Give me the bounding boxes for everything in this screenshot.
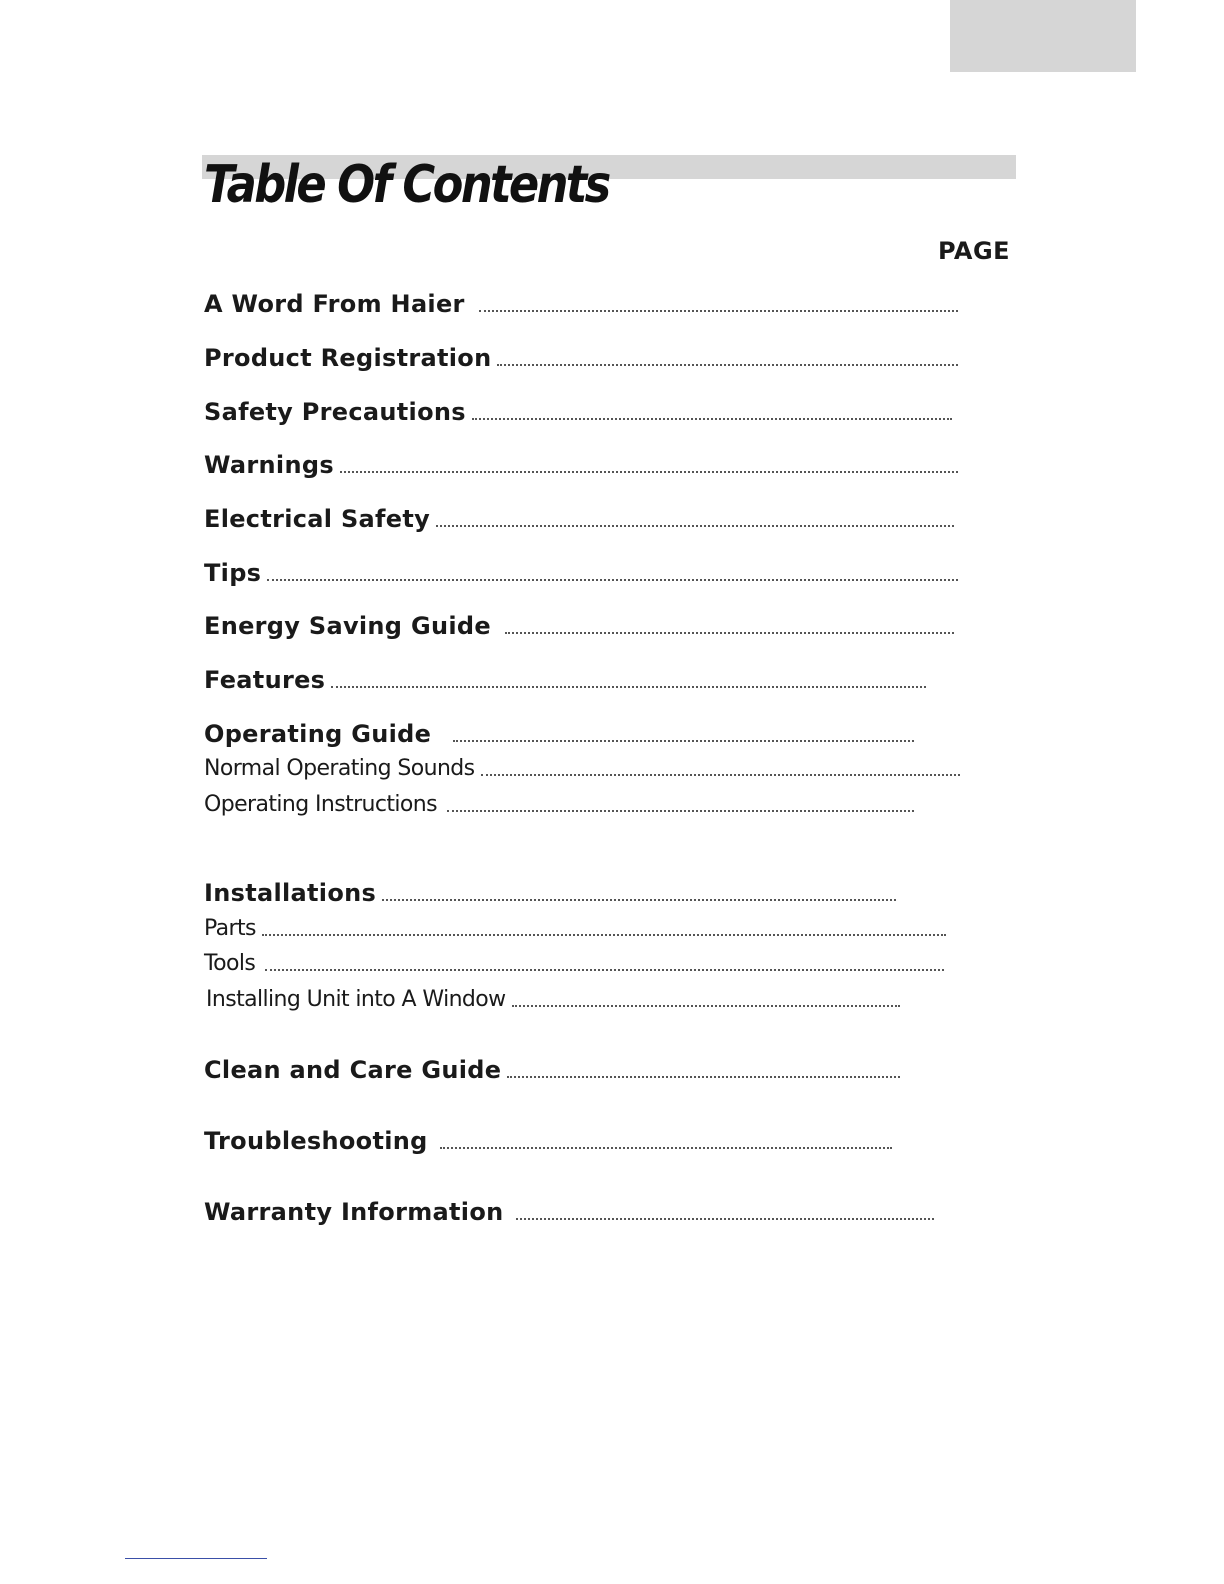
toc-entry-normal-operating-sounds[interactable] bbox=[204, 754, 960, 784]
leader-dots bbox=[516, 1217, 935, 1220]
leader-dots bbox=[262, 933, 946, 936]
leader-dots bbox=[382, 898, 896, 901]
leader-dots bbox=[265, 968, 944, 971]
toc-entry-label: Operating Guide bbox=[204, 720, 432, 748]
toc-entry-features[interactable] bbox=[204, 664, 926, 696]
leader-dots bbox=[453, 739, 914, 742]
toc-entry-operating-instructions[interactable] bbox=[204, 790, 914, 820]
toc-entry-label: Tools bbox=[204, 951, 256, 976]
page-title: Table Of Contents bbox=[204, 155, 609, 215]
leader-dots bbox=[472, 417, 952, 420]
toc-entry-label: Electrical Safety bbox=[204, 505, 431, 533]
corner-tab bbox=[950, 0, 1136, 72]
toc-entry-electrical-safety[interactable] bbox=[204, 503, 954, 535]
toc-entry-label: Installing Unit into A Window bbox=[206, 987, 506, 1012]
toc-entry-label: Clean and Care Guide bbox=[204, 1056, 502, 1084]
toc-entry-label: Warranty Information bbox=[204, 1198, 504, 1226]
leader-dots bbox=[331, 685, 926, 688]
leader-dots bbox=[447, 809, 914, 812]
toc-entry-label: Features bbox=[204, 666, 326, 694]
leader-dots bbox=[507, 1075, 900, 1078]
toc-entry-parts[interactable] bbox=[204, 914, 946, 944]
footer-rule bbox=[125, 1558, 267, 1559]
toc-entry-warnings[interactable] bbox=[204, 449, 958, 481]
toc-entry-product-registration[interactable] bbox=[204, 342, 958, 374]
toc-entry-label: Product Registration bbox=[204, 344, 492, 372]
toc-entry-tools[interactable] bbox=[204, 949, 944, 979]
leader-dots bbox=[479, 309, 958, 312]
toc-entry-label: Operating Instructions bbox=[204, 792, 437, 817]
page-column-header: PAGE bbox=[938, 237, 1011, 265]
toc-entry-label: Tips bbox=[204, 559, 262, 587]
toc-entry-clean-and-care-guide[interactable] bbox=[204, 1054, 900, 1086]
leader-dots bbox=[436, 524, 954, 527]
toc-entry-label: Parts bbox=[204, 916, 256, 941]
toc-entry-a-word-from-haier[interactable] bbox=[204, 288, 958, 320]
toc-entry-label: A Word From Haier bbox=[204, 290, 465, 318]
toc-entry-label: Energy Saving Guide bbox=[204, 612, 491, 640]
toc-entry-installing-unit-into-a-window[interactable] bbox=[206, 985, 900, 1015]
toc-entry-operating-guide[interactable] bbox=[204, 718, 914, 750]
toc-entry-safety-precautions[interactable] bbox=[204, 396, 952, 428]
toc-entry-energy-saving-guide[interactable] bbox=[204, 610, 954, 642]
toc-entry-label: Installations bbox=[204, 879, 377, 907]
leader-dots bbox=[440, 1146, 892, 1149]
leader-dots bbox=[267, 578, 958, 581]
leader-dots bbox=[497, 363, 958, 366]
leader-dots bbox=[340, 470, 958, 473]
toc-entry-label: Safety Precautions bbox=[204, 398, 466, 426]
toc-entry-warranty-information[interactable] bbox=[204, 1196, 934, 1228]
leader-dots bbox=[481, 773, 960, 776]
toc-entry-troubleshooting[interactable] bbox=[204, 1125, 892, 1157]
toc-entry-label: Troubleshooting bbox=[204, 1127, 428, 1155]
leader-dots bbox=[512, 1004, 900, 1007]
toc-entry-label: Normal Operating Sounds bbox=[204, 756, 475, 781]
toc-entry-label: Warnings bbox=[204, 451, 334, 479]
leader-dots bbox=[505, 631, 954, 634]
toc-entry-installations[interactable] bbox=[204, 877, 896, 909]
toc-entry-tips[interactable] bbox=[204, 557, 958, 589]
